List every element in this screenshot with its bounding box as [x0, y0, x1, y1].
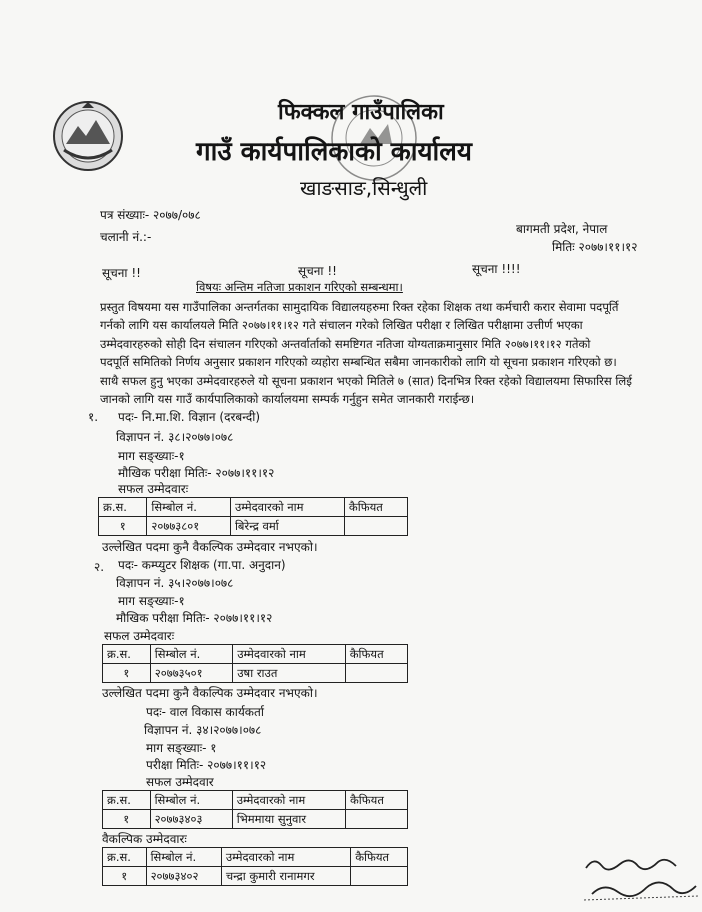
cell-symbol: २०७७३४०३ [150, 810, 232, 829]
cell-symbol: २०७७३५०१ [150, 664, 232, 683]
cell-name: भिममाया सुनुवार [232, 810, 345, 829]
result-table [102, 644, 408, 683]
demand-count: माग सङ्ख्याः-१ [118, 449, 185, 463]
table-header-row [99, 498, 408, 517]
alternate-result-table [102, 847, 408, 886]
col-header: उम्मेदवारको नाम [233, 645, 345, 664]
province: बागमती प्रदेश, नेपाल [516, 222, 608, 236]
col-header: क्र.स. [103, 848, 147, 867]
table-row [99, 517, 408, 536]
cell-name: उषा राउत [233, 664, 345, 683]
col-header: कैफियत [345, 791, 407, 810]
alternate-note: उल्लेखित पदमा कुनै वैकल्पिक उम्मेदवार नभएको। [102, 540, 318, 554]
table-row [103, 867, 408, 886]
cell-remark [344, 517, 407, 536]
advert-number: विज्ञापन नं. ३८।२०७७।०७८ [116, 430, 234, 444]
office-name: फिक्कल गाउँपालिका [278, 100, 444, 125]
demand-count: माग सङ्ख्याः- १ [146, 741, 217, 755]
alternate-candidates-label: वैकल्पिक उम्मेदवारः [102, 832, 187, 846]
section-number: २. [94, 560, 105, 574]
cell-serial: १ [103, 810, 151, 829]
office-address: खाङसाङ,सिन्धुली [300, 176, 428, 200]
success-label: सफल उम्मेदवारः [118, 482, 189, 496]
post-title: पदः- वाल विकास कार्यकर्ता [146, 705, 264, 719]
body-paragraph [100, 298, 692, 408]
col-header: उम्मेदवारको नाम [230, 498, 344, 517]
office-title: गाउँ कार्यपालिकाको कार्यालय [196, 137, 472, 167]
advert-number: विज्ञापन नं. ३४।२०७७।०७८ [144, 723, 262, 737]
nepal-emblem-icon [52, 100, 124, 172]
col-header: कैफियत [351, 848, 408, 867]
col-header: उम्मेदवारको नाम [232, 791, 345, 810]
table-row [103, 664, 408, 683]
success-label: सफल उम्मेदवार [146, 775, 214, 789]
cell-remark [345, 810, 407, 829]
table-header-row [103, 645, 408, 664]
post-title: पदः- कम्प्युटर शिक्षक (गा.पा. अनुदान) [118, 558, 286, 572]
col-header: उम्मेदवारको नाम [221, 848, 350, 867]
demand-count: माग सङ्ख्याः-१ [118, 594, 185, 608]
body-line: प्रस्तुत विषयमा यस गाउँपालिका अन्तर्गतका सामुदायिक विद्यालयहरुमा रिक्त रहेका शिक्षक तथा कर्मचारी करार सेवामा पदपूर्ति [100, 300, 619, 314]
cell-name: चन्द्रा कुमारी रानामगर [221, 867, 350, 886]
body-line: साथै सफल हुनु भएका उम्मेदवारहरुले यो सूचना प्रकाशन भएको मितिले ७ (सात) दिनभित्र रिक्त रहेको विद्यालयमा सिफारिस लिई [100, 373, 632, 388]
body-line: गर्नको लागि यस कार्यालयले मिति २०७७।११।१२ गते संचालन गरेको लिखित परीक्षा र लिखित परीक्षामा उत्तीर्ण भएका [100, 318, 583, 333]
col-header: कैफियत [345, 645, 407, 664]
table-header-row [103, 791, 408, 810]
cell-name: बिरेन्द्र वर्मा [230, 517, 344, 536]
alternate-note: उल्लेखित पदमा कुनै वैकल्पिक उम्मेदवार नभएको। [102, 686, 318, 700]
col-header: कैफियत [344, 498, 407, 517]
result-table [98, 497, 408, 536]
cell-serial: १ [103, 867, 147, 886]
col-header: सिम्बोल नं. [146, 848, 221, 867]
notice-heading-1: सूचना !! [102, 266, 141, 280]
cell-remark [351, 867, 408, 886]
section-number: १. [88, 410, 99, 424]
dispatch-number: चलानी नं.:- [100, 230, 152, 244]
table-header-row [103, 848, 408, 867]
col-header: क्र.स. [99, 498, 147, 517]
letter-number: पत्र संख्याः- २०७७/०७८ [100, 208, 201, 222]
notice-heading-2: सूचना !! [298, 264, 337, 278]
cell-symbol: २०७७३८०१ [147, 517, 231, 536]
subject-line: विषयः अन्तिम नतिजा प्रकाशन गरिएको सम्बन्धमा। [196, 280, 403, 294]
advert-number: विज्ञापन नं. ३५।२०७७।०७८ [116, 576, 234, 590]
cell-serial: १ [99, 517, 147, 536]
body-line: जानको लागि यस गाउँ कार्यपालिकाको कार्यालयमा सम्पर्क गर्नुहुन समेत जानकारी गराईन्छ। [100, 392, 475, 407]
body-line: पदपूर्ति समितिको निर्णय अनुसार प्रकाशन गरिएको व्यहोरा सम्बन्धित सबैमा जानकारीको लागि यो सूचना प्रकाशन गरिएको छ। [100, 355, 617, 370]
exam-date: परीक्षा मितिः- २०७७।११।१२ [146, 758, 267, 772]
col-header: क्र.स. [103, 791, 151, 810]
letter-date: मितिः २०७७।११।१२ [552, 240, 638, 254]
success-label: सफल उम्मेदवारः [104, 629, 175, 643]
table-row [103, 810, 408, 829]
cell-serial: १ [103, 664, 151, 683]
post-title: पदः- नि.मा.शि. विज्ञान (दरबन्दी) [118, 410, 261, 424]
result-table [102, 790, 408, 829]
col-header: सिम्बोल नं. [150, 791, 232, 810]
col-header: सिम्बोल नं. [147, 498, 231, 517]
body-line: उम्मेदवारहरुको सोही दिन संचालन गरिएको अन्तर्वार्ताको समष्टिगत नतिजा योग्यताक्रमानुसार मिति २०७७।११।१२ गतेको [100, 336, 591, 351]
notice-heading-3: सूचना !!!! [472, 262, 521, 276]
cell-symbol: २०७७३४०२ [146, 867, 221, 886]
exam-date: मौखिक परीक्षा मितिः- २०७७।११।१२ [116, 611, 273, 625]
col-header: क्र.स. [103, 645, 151, 664]
handwritten-signature [580, 852, 700, 908]
col-header: सिम्बोल नं. [150, 645, 232, 664]
exam-date: मौखिक परीक्षा मितिः- २०७७।११।१२ [118, 466, 275, 480]
cell-remark [345, 664, 407, 683]
